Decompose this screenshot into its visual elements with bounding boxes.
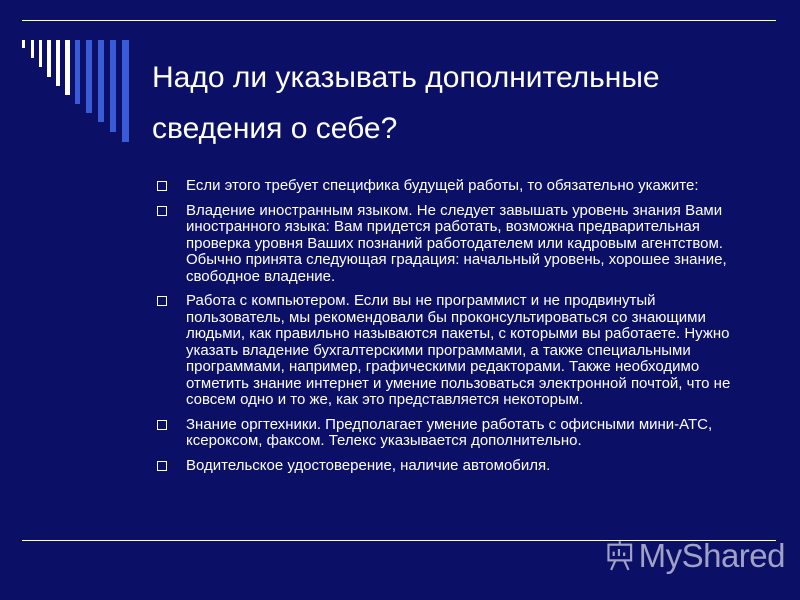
square-bullet-icon bbox=[157, 461, 167, 471]
square-bullet-icon bbox=[157, 206, 167, 216]
stripe bbox=[98, 40, 104, 122]
list-item-text: Знание оргтехники. Предполагает умение работать с офисными мини-АТС, ксероксом, факсом. Телекс указывается дополнительно. bbox=[186, 415, 713, 449]
watermark bbox=[605, 536, 785, 576]
stripe bbox=[56, 40, 60, 86]
stripe bbox=[31, 40, 34, 58]
list-item-text: Владение иностранным языком. Не следует завышать уровень знания Вами иностранного языка: Вам придется работать, возможна предварительная проверка уровня Ваших познаний работодателем или кадровым агентством. Обычно принята следующая градация: начальный уровень, хорошее знание, свободное владение. bbox=[186, 201, 727, 285]
list-item bbox=[155, 458, 755, 475]
watermark-text: MyShared bbox=[638, 537, 785, 574]
stripe bbox=[86, 40, 92, 113]
list-item bbox=[155, 178, 755, 195]
stripe bbox=[39, 40, 42, 67]
presentation-board-icon bbox=[605, 537, 635, 575]
stripe bbox=[122, 40, 129, 142]
stripe bbox=[110, 40, 116, 132]
bullet-list bbox=[155, 178, 755, 482]
stripe bbox=[22, 40, 25, 48]
list-item-text: Если этого требует специфика будущей работы, то обязательно укажите: bbox=[186, 177, 699, 194]
list-item-text: Водительское удостоверение, наличие автомобиля. bbox=[186, 456, 551, 474]
decorative-stripes bbox=[0, 0, 140, 160]
list-item-text: Работа с компьютером. Если вы не программист и не продвинутый пользователь, мы рекомендовали бы проконсультироваться со знающими людьми, как правильно называются пакеты, с которыми вы работаете. Нужно указать владение бухгалтерскими программами, а также специальными программами, например, графическими редакторами. Также необходимо отметить знание интернет и умение пользоваться электронной почтой, что не совсем одно и то же, как это представляется некоторым. bbox=[186, 292, 731, 408]
square-bullet-icon bbox=[157, 296, 167, 306]
stripe bbox=[75, 40, 80, 104]
list-item bbox=[155, 293, 755, 409]
list-item bbox=[155, 417, 755, 450]
list-item bbox=[155, 203, 755, 286]
stripe bbox=[47, 40, 51, 77]
stripe bbox=[65, 40, 70, 95]
slide-title: Надо ли указывать дополнительные сведения о себе? bbox=[152, 61, 660, 145]
square-bullet-icon bbox=[157, 420, 167, 430]
square-bullet-icon bbox=[157, 181, 167, 191]
